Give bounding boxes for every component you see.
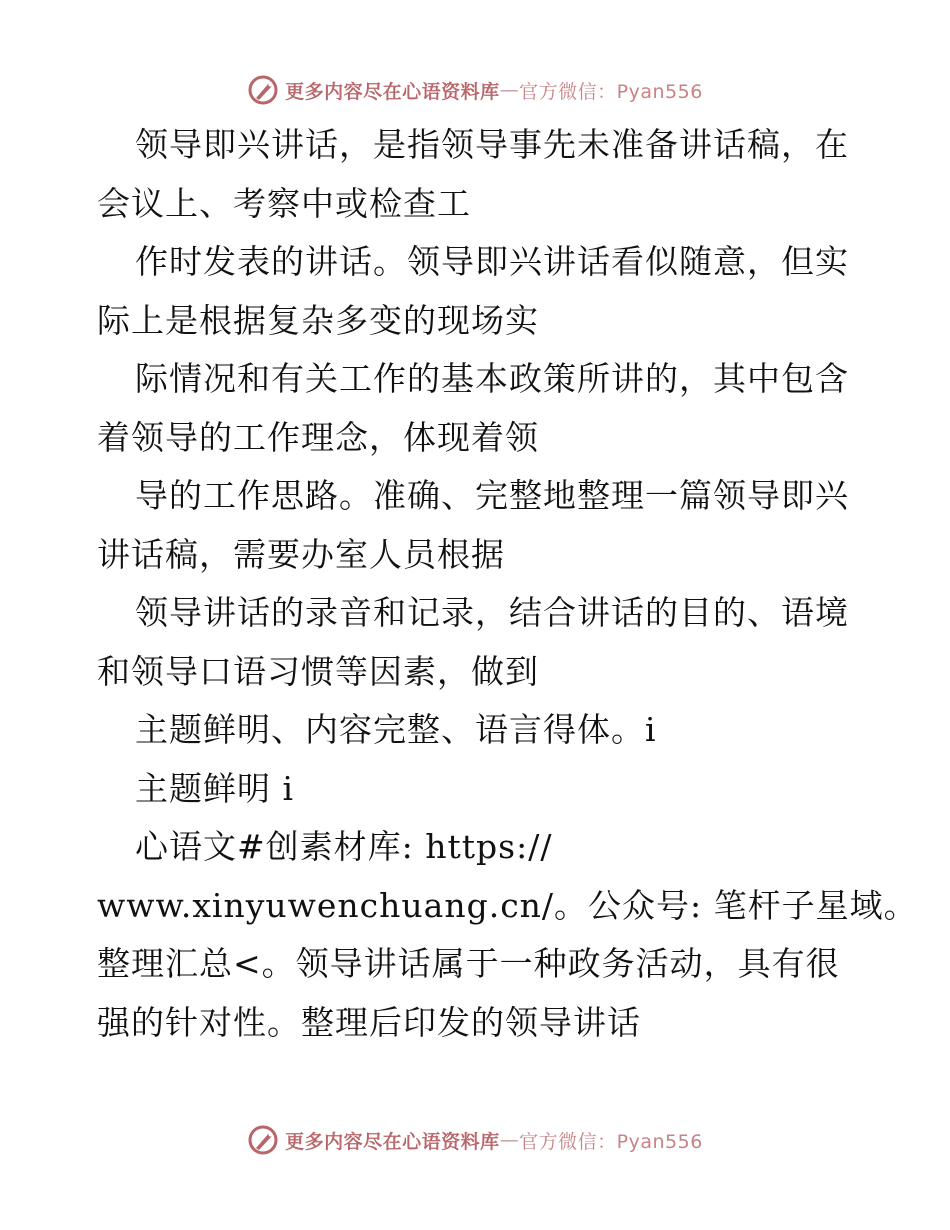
text-line: 作时发表的讲话。领导即兴讲话看似随意，但实	[135, 242, 849, 281]
text-line: 际情况和有关工作的基本政策所讲的，其中包含	[135, 359, 849, 398]
text-line: 着领导的工作理念，体现着领	[97, 417, 539, 457]
document-body	[97, 116, 918, 1052]
text-line: 整理汇总<。领导讲话属于一种政务活动，具有很	[97, 944, 840, 983]
text-line: 和领导口语习惯等因素，做到	[97, 651, 539, 691]
text-line: 领导讲话的录音和记录，结合讲话的目的、语境	[135, 593, 849, 632]
watermark-separator: —	[499, 1129, 520, 1151]
text-line: 主题鲜明 i	[135, 768, 295, 808]
header-watermark	[0, 70, 950, 110]
text-line: 心语文#创素材库: https://	[135, 827, 553, 866]
pen-circle-logo-icon	[247, 74, 279, 106]
watermark-contact: 官方微信：Pyan556	[519, 1130, 703, 1153]
text-line: 领导即兴讲话，是指领导事先未准备讲话稿，在	[135, 125, 849, 164]
text-line: 主题鲜明、内容完整、语言得体。i	[135, 710, 657, 749]
watermark-contact: 官方微信：Pyan556	[519, 80, 703, 103]
watermark-brand: 更多内容尽在心语资料库	[285, 80, 500, 103]
footer-watermark	[0, 1120, 950, 1160]
text-line: 讲话稿，需要办室人员根据	[97, 534, 505, 574]
text-line: www.xinyuwenchuang.cn/。公众号: 笔杆子星域。	[97, 885, 918, 925]
pen-circle-logo-icon	[247, 1124, 279, 1156]
watermark-brand: 更多内容尽在心语资料库	[285, 1130, 500, 1153]
text-line: 导的工作思路。准确、完整地整理一篇领导即兴	[135, 476, 849, 515]
text-line: 强的针对性。整理后印发的领导讲话	[97, 1002, 641, 1042]
watermark-separator: —	[499, 79, 520, 101]
text-line: 会议上、考察中或检查工	[97, 183, 471, 223]
text-line: 际上是根据复杂多变的现场实	[97, 300, 539, 340]
